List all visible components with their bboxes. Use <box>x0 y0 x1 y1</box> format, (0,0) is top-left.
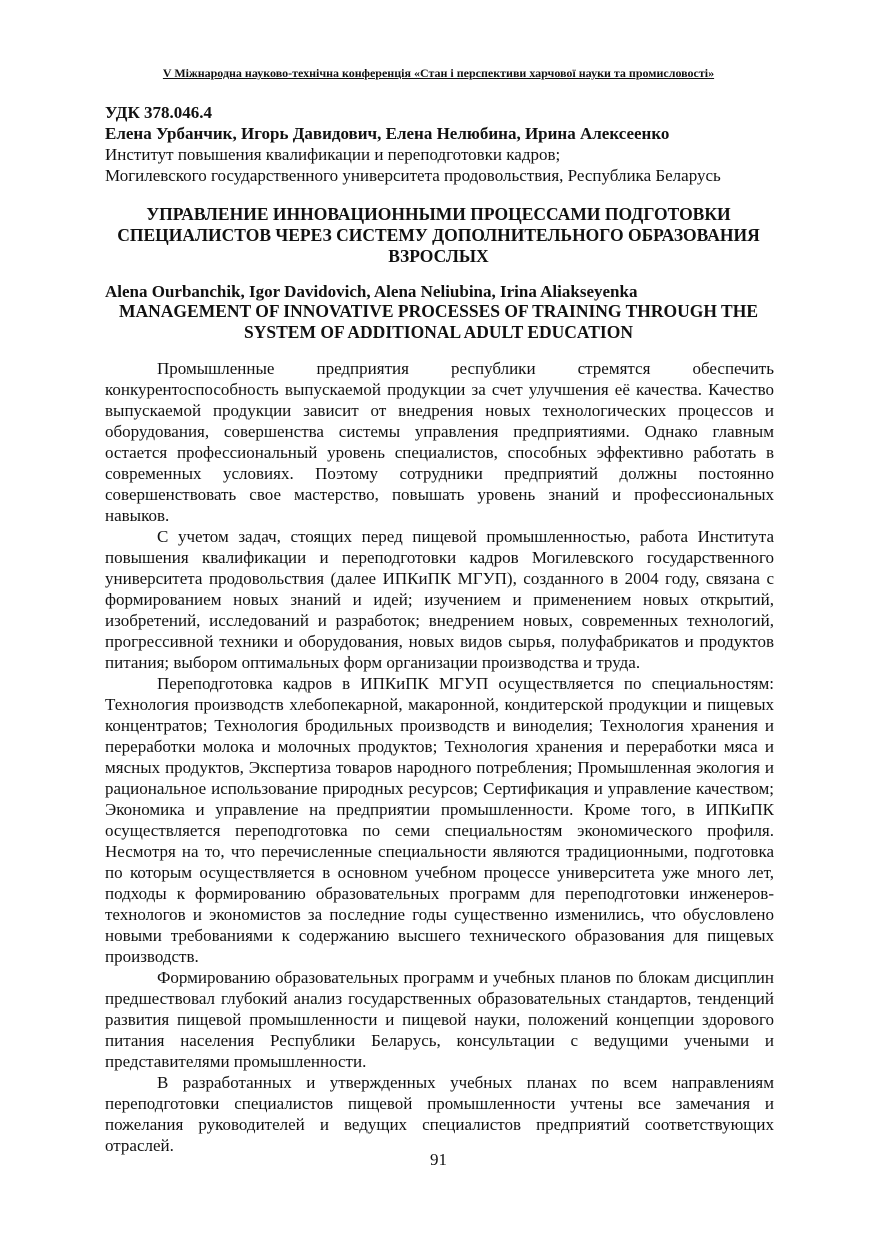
front-matter <box>105 102 775 186</box>
body-paragraph: В разработанных и утвержденных учебных планах по всем направлениям переподготовки специалистов пищевой промышленности учтены все замечания и пожелания руководителей и ведущих специалистов предприятий соответствующих отраслей. <box>105 1073 774 1155</box>
affiliation-line-2: Могилевского государственного университета продовольствия, Республика Беларусь <box>105 166 721 185</box>
body-paragraph: С учетом задач, стоящих перед пищевой промышленностью, работа Института повышения квалификации и переподготовки кадров Могилевского государственного университета продовольствия (далее ИПКиПК МГУП), созданного в 2004 году, связана с формированием новых знаний и идей; изучением и применением новых открытий, изобретений, исследований и разработок; внедрением новых, современных технологий, прогрессивной техники и оборудования, новых видов сырья, полуфабрикатов и продуктов питания; выбором оптимальных форм организации производства и труда. <box>105 527 774 672</box>
title-english: MANAGEMENT OF INNOVATIVE PROCESSES OF TRAINING THROUGH THE SYSTEM OF ADDITIONAL ADULT EDUCATION <box>118 301 759 342</box>
article-body <box>105 358 774 1156</box>
authors-english: Alena Ourbanchik, Igor Davidovich, Alena Neliubina, Irina Aliakseyenka <box>105 282 638 301</box>
body-paragraph: Промышленные предприятия республики стремятся обеспечить конкурентоспособность выпускаемой продукции за счет улучшения её качества. Качество выпускаемой продукции зависит от внедрения новых технологических процессов и оборудования, совершенства системы управления предприятиями. Однако главным остается профессиональный уровень специалистов, способных эффективно работать в современных условиях. Поэтому сотрудники предприятий должны постоянно совершенствовать свое мастерство, повышать уровень знаний и профессиональных навыков. <box>105 359 774 525</box>
affiliation-line-1: Институт повышения квалификации и переподготовки кадров; <box>105 145 561 164</box>
body-paragraph: Формированию образовательных программ и учебных планов по блокам дисциплин предшествовал глубокий анализ государственных образовательных стандартов, тенденций развития пищевой промышленности и пищевой науки, положений концепции здорового питания населения Республики Беларусь, консультации с ведущими учеными и представителями промышленности. <box>105 968 774 1071</box>
body-paragraph: Переподготовка кадров в ИПКиПК МГУП осуществляется по специальностям: Технология производств хлебопекарной, макаронной, кондитерской продукции и пищевых концентратов; Технология бродильных производств и виноделия; Технология хранения и переработки молока и молочных продуктов; Технология хранения и переработки мяса и мясных продуктов, Экспертиза товаров народного потребления; Промышленная экология и рациональное использование природных ресурсов; Сертификация и управление качеством; Экономика и управление на предприятии промышленности. Кроме того, в ИПКиПК осуществляется переподготовка по семи специальностям экономического профиля. Несмотря на то, что перечисленные специальности являются традиционными, подготовка по которым осуществляется в основном учебном процессе университета уже много лет, подходы к формированию образовательных программ для переподготовки инженеров-технологов и экономистов за последние годы существенно изменились, что обусловлено новыми требованиями к содержанию высшего технического образования для пищевых производств. <box>105 674 774 966</box>
conference-header: V Міжнародна науково-технічна конференція «Стан і перспективи харчової науки та промисловості» <box>162 66 715 80</box>
udc-code: УДК 378.046.4 <box>105 103 213 122</box>
page-number: 91 <box>430 1150 447 1169</box>
title-russian: УПРАВЛЕНИЕ ИННОВАЦИОННЫМИ ПРОЦЕССАМИ ПОДГОТОВКИ СПЕЦИАЛИСТОВ ЧЕРЕЗ СИСТЕМУ ДОПОЛНИТЕЛЬНОГО ОБРАЗОВАНИЯ ВЗРОСЛЫХ <box>117 204 760 266</box>
authors-russian: Елена Урбанчик, Игорь Давидович, Елена Нелюбина, Ирина Алексеенко <box>105 124 670 143</box>
